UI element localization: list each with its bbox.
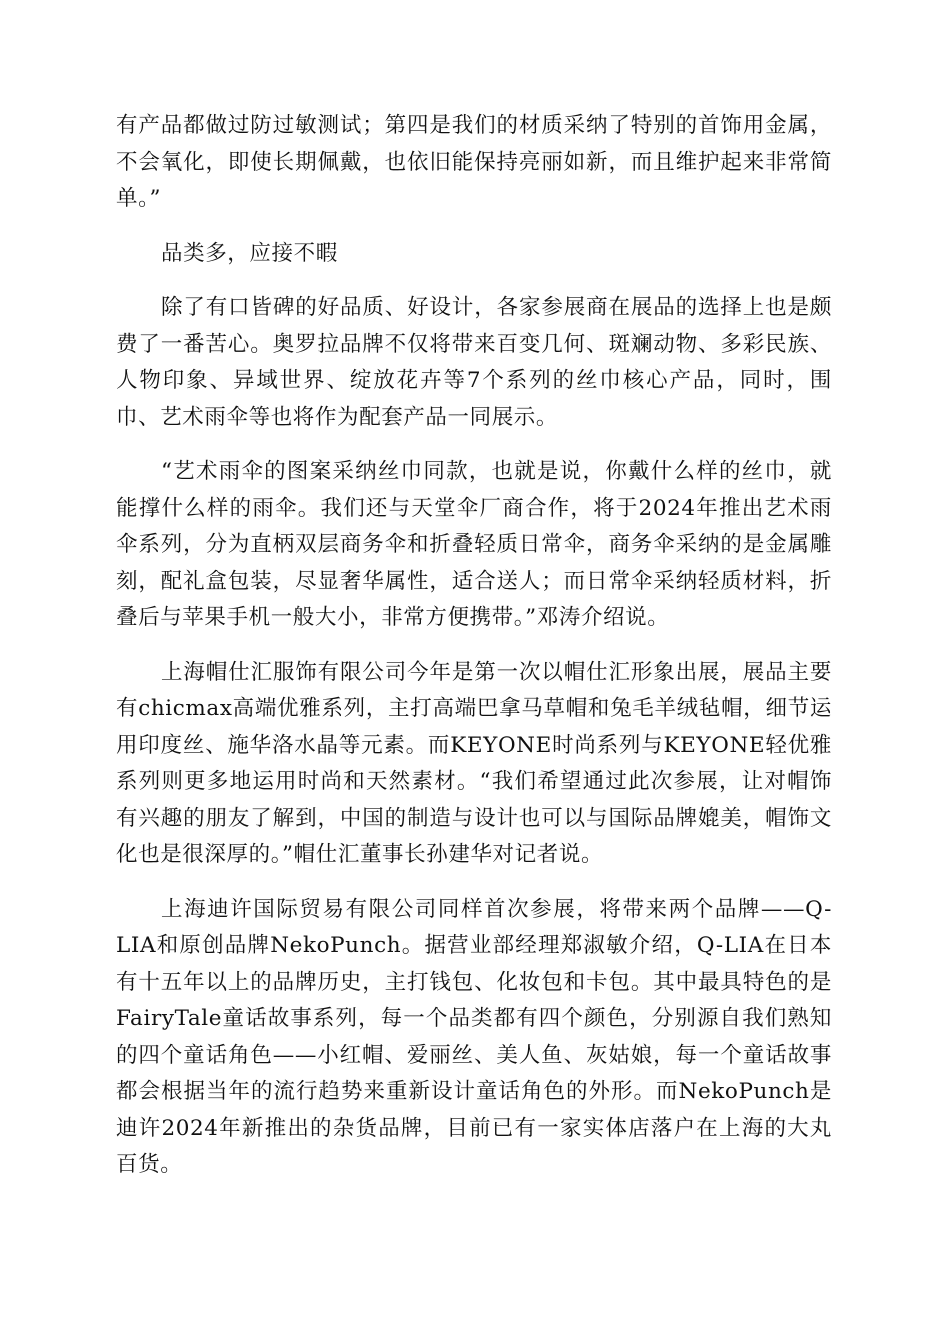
paragraph-aurora-brand: 除了有口皆碑的好品质、好设计，各家参展商在展品的选择上也是颇费了一番苦心。奥罗拉品牌不仅将带来百变几何、斑斓动物、多彩民族、人物印象、异域世界、绽放花卉等7个系列的丝巾核心产品，同时，围巾、艺术雨伞等也将作为配套产品一同展示。 [116, 295, 832, 430]
section-heading: 品类多，应接不暇 [161, 240, 338, 266]
document-page [116, 108, 832, 1202]
paragraph-continuation: 有产品都做过防过敏测试；第四是我们的材质采纳了特别的首饰用金属，不会氧化，即使长期佩戴，也依旧能保持亮丽如新，而且维护起来非常简单。” [116, 113, 832, 211]
paragraph-dixu-company: 上海迪许国际贸易有限公司同样首次参展，将带来两个品牌——Q-LIA和原创品牌NekoPunch。据营业部经理郑淑敏介绍，Q-LIA在日本有十五年以上的品牌历史，主打钱包、化妆包和卡包。其中最具特色的是FairyTale童话故事系列，每一个品类都有四个颜色，分别源自我们熟知的四个童话角色——小红帽、爱丽丝、美人鱼、灰姑娘，每一个童话故事都会根据当年的流行趋势来重新设计童话角色的外形。而NekoPunch是迪许2024年新推出的杂货品牌，目前已有一家实体店落户在上海的大丸百货。 [116, 896, 832, 1177]
paragraph-hat-company: 上海帽仕汇服饰有限公司今年是第一次以帽仕汇形象出展，展品主要有chicmax高端优雅系列，主打高端巴拿马草帽和兔毛羊绒毡帽，细节运用印度丝、施华洛水晶等元素。而KEYONE时尚系列与KEYONE轻优雅系列则更多地运用时尚和天然素材。“我们希望通过此次参展，让对帽饰有兴趣的朋友了解到，中国的制造与设计也可以与国际品牌媲美，帽饰文化也是很深厚的。”帽仕汇董事长孙建华对记者说。 [116, 659, 832, 867]
paragraph-umbrella-quote: “艺术雨伞的图案采纳丝巾同款，也就是说，你戴什么样的丝巾，就能撑什么样的雨伞。我们还与天堂伞厂商合作，将于2024年推出艺术雨伞系列，分为直柄双层商务伞和折叠轻质日常伞，商务伞采纳的是金属雕刻，配礼盒包装，尽显奢华属性，适合送人；而日常伞采纳轻质材料，折叠后与苹果手机一般大小，非常方便携带。”邓涛介绍说。 [116, 459, 832, 630]
